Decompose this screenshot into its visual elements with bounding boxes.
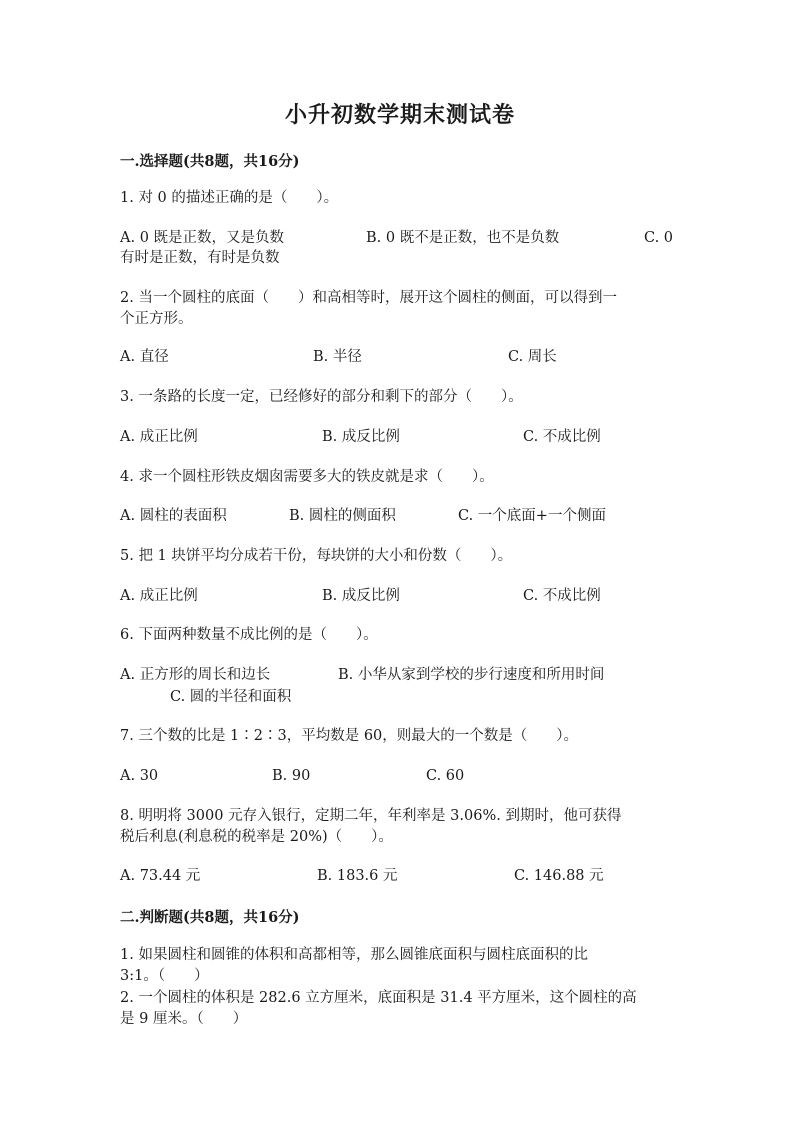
tf-question-2-line2: 是 9 厘米。（ ） xyxy=(120,1011,248,1027)
tf-question-2-line1: 2. 一个圆柱的体积是 282.6 立方厘米，底面积是 31.4 平方厘米，这个圆柱的高 xyxy=(120,990,637,1006)
question-3-stem: 3. 一条路的长度一定，已经修好的部分和剩下的部分（ ）。 xyxy=(120,389,523,405)
question-6-option-a: A. 正方形的周长和边长 xyxy=(120,667,271,683)
question-2-stem-line1: 2. 当一个圆柱的底面（ ）和高相等时，展开这个圆柱的侧面，可以得到一 xyxy=(120,290,617,306)
question-2-option-b: B. 半径 xyxy=(313,349,362,365)
question-4-stem: 4. 求一个圆柱形铁皮烟囱需要多大的铁皮就是求（ ）。 xyxy=(120,469,494,485)
question-7-option-c: C. 60 xyxy=(426,768,465,784)
question-8-option-c: C. 146.88 元 xyxy=(514,868,604,884)
question-1-stem: 1. 对 0 的描述正确的是（ ）。 xyxy=(120,190,339,206)
question-1-option-continuation: 有时是正数，有时是负数 xyxy=(120,250,280,266)
question-7-stem: 7. 三个数的比是 1∶2∶3，平均数是 60，则最大的一个数是（ ）。 xyxy=(120,728,579,744)
question-7-option-a: A. 30 xyxy=(120,768,159,784)
question-8-option-a: A. 73.44 元 xyxy=(120,868,201,884)
question-2-option-c: C. 周长 xyxy=(508,349,557,365)
question-8-stem-line2: 税后利息(利息税的税率是 20%)（ ）。 xyxy=(120,829,393,845)
question-6-option-c: C. 圆的半径和面积 xyxy=(170,689,292,705)
page-title: 小升初数学期末测试卷 xyxy=(284,102,515,128)
question-5-option-a: A. 成正比例 xyxy=(120,588,198,604)
question-7-option-b: B. 90 xyxy=(272,768,311,784)
question-3-option-b: B. 成反比例 xyxy=(322,429,400,445)
question-5-option-b: B. 成反比例 xyxy=(322,588,400,604)
question-8-stem-line1: 8. 明明将 3000 元存入银行，定期二年，年利率是 3.06%. 到期时，他可获得 xyxy=(120,808,622,824)
section-heading-choice: 一.选择题(共8题，共16分) xyxy=(120,153,300,170)
question-2-option-a: A. 直径 xyxy=(120,349,169,365)
question-4-option-b: B. 圆柱的侧面积 xyxy=(289,508,396,524)
question-1-option-a: A. 0 既是正数，又是负数 xyxy=(120,230,285,246)
question-4-option-c: C. 一个底面+一个侧面 xyxy=(458,508,606,524)
tf-question-1-line1: 1. 如果圆柱和圆锥的体积和高都相等，那么圆锥底面积与圆柱底面积的比 xyxy=(120,947,588,963)
section-heading-true-false: 二.判断题(共8题，共16分) xyxy=(120,909,300,926)
question-6-option-b: B. 小华从家到学校的步行速度和所用时间 xyxy=(338,667,605,683)
question-5-stem: 5. 把 1 块饼平均分成若干份，每块饼的大小和份数（ ）。 xyxy=(120,548,513,564)
question-6-stem: 6. 下面两种数量不成比例的是（ ）。 xyxy=(120,627,378,643)
question-4-option-a: A. 圆柱的表面积 xyxy=(120,508,227,524)
question-2-stem-line2: 个正方形。 xyxy=(120,311,193,327)
question-1-option-b: B. 0 既不是正数，也不是负数 xyxy=(366,230,560,246)
question-1-option-c: C. 0 xyxy=(644,230,674,246)
question-3-option-a: A. 成正比例 xyxy=(120,429,198,445)
question-5-option-c: C. 不成比例 xyxy=(523,588,601,604)
question-3-option-c: C. 不成比例 xyxy=(523,429,601,445)
question-8-option-b: B. 183.6 元 xyxy=(317,868,398,884)
tf-question-1-line2: 3:1。（ ） xyxy=(120,968,209,984)
